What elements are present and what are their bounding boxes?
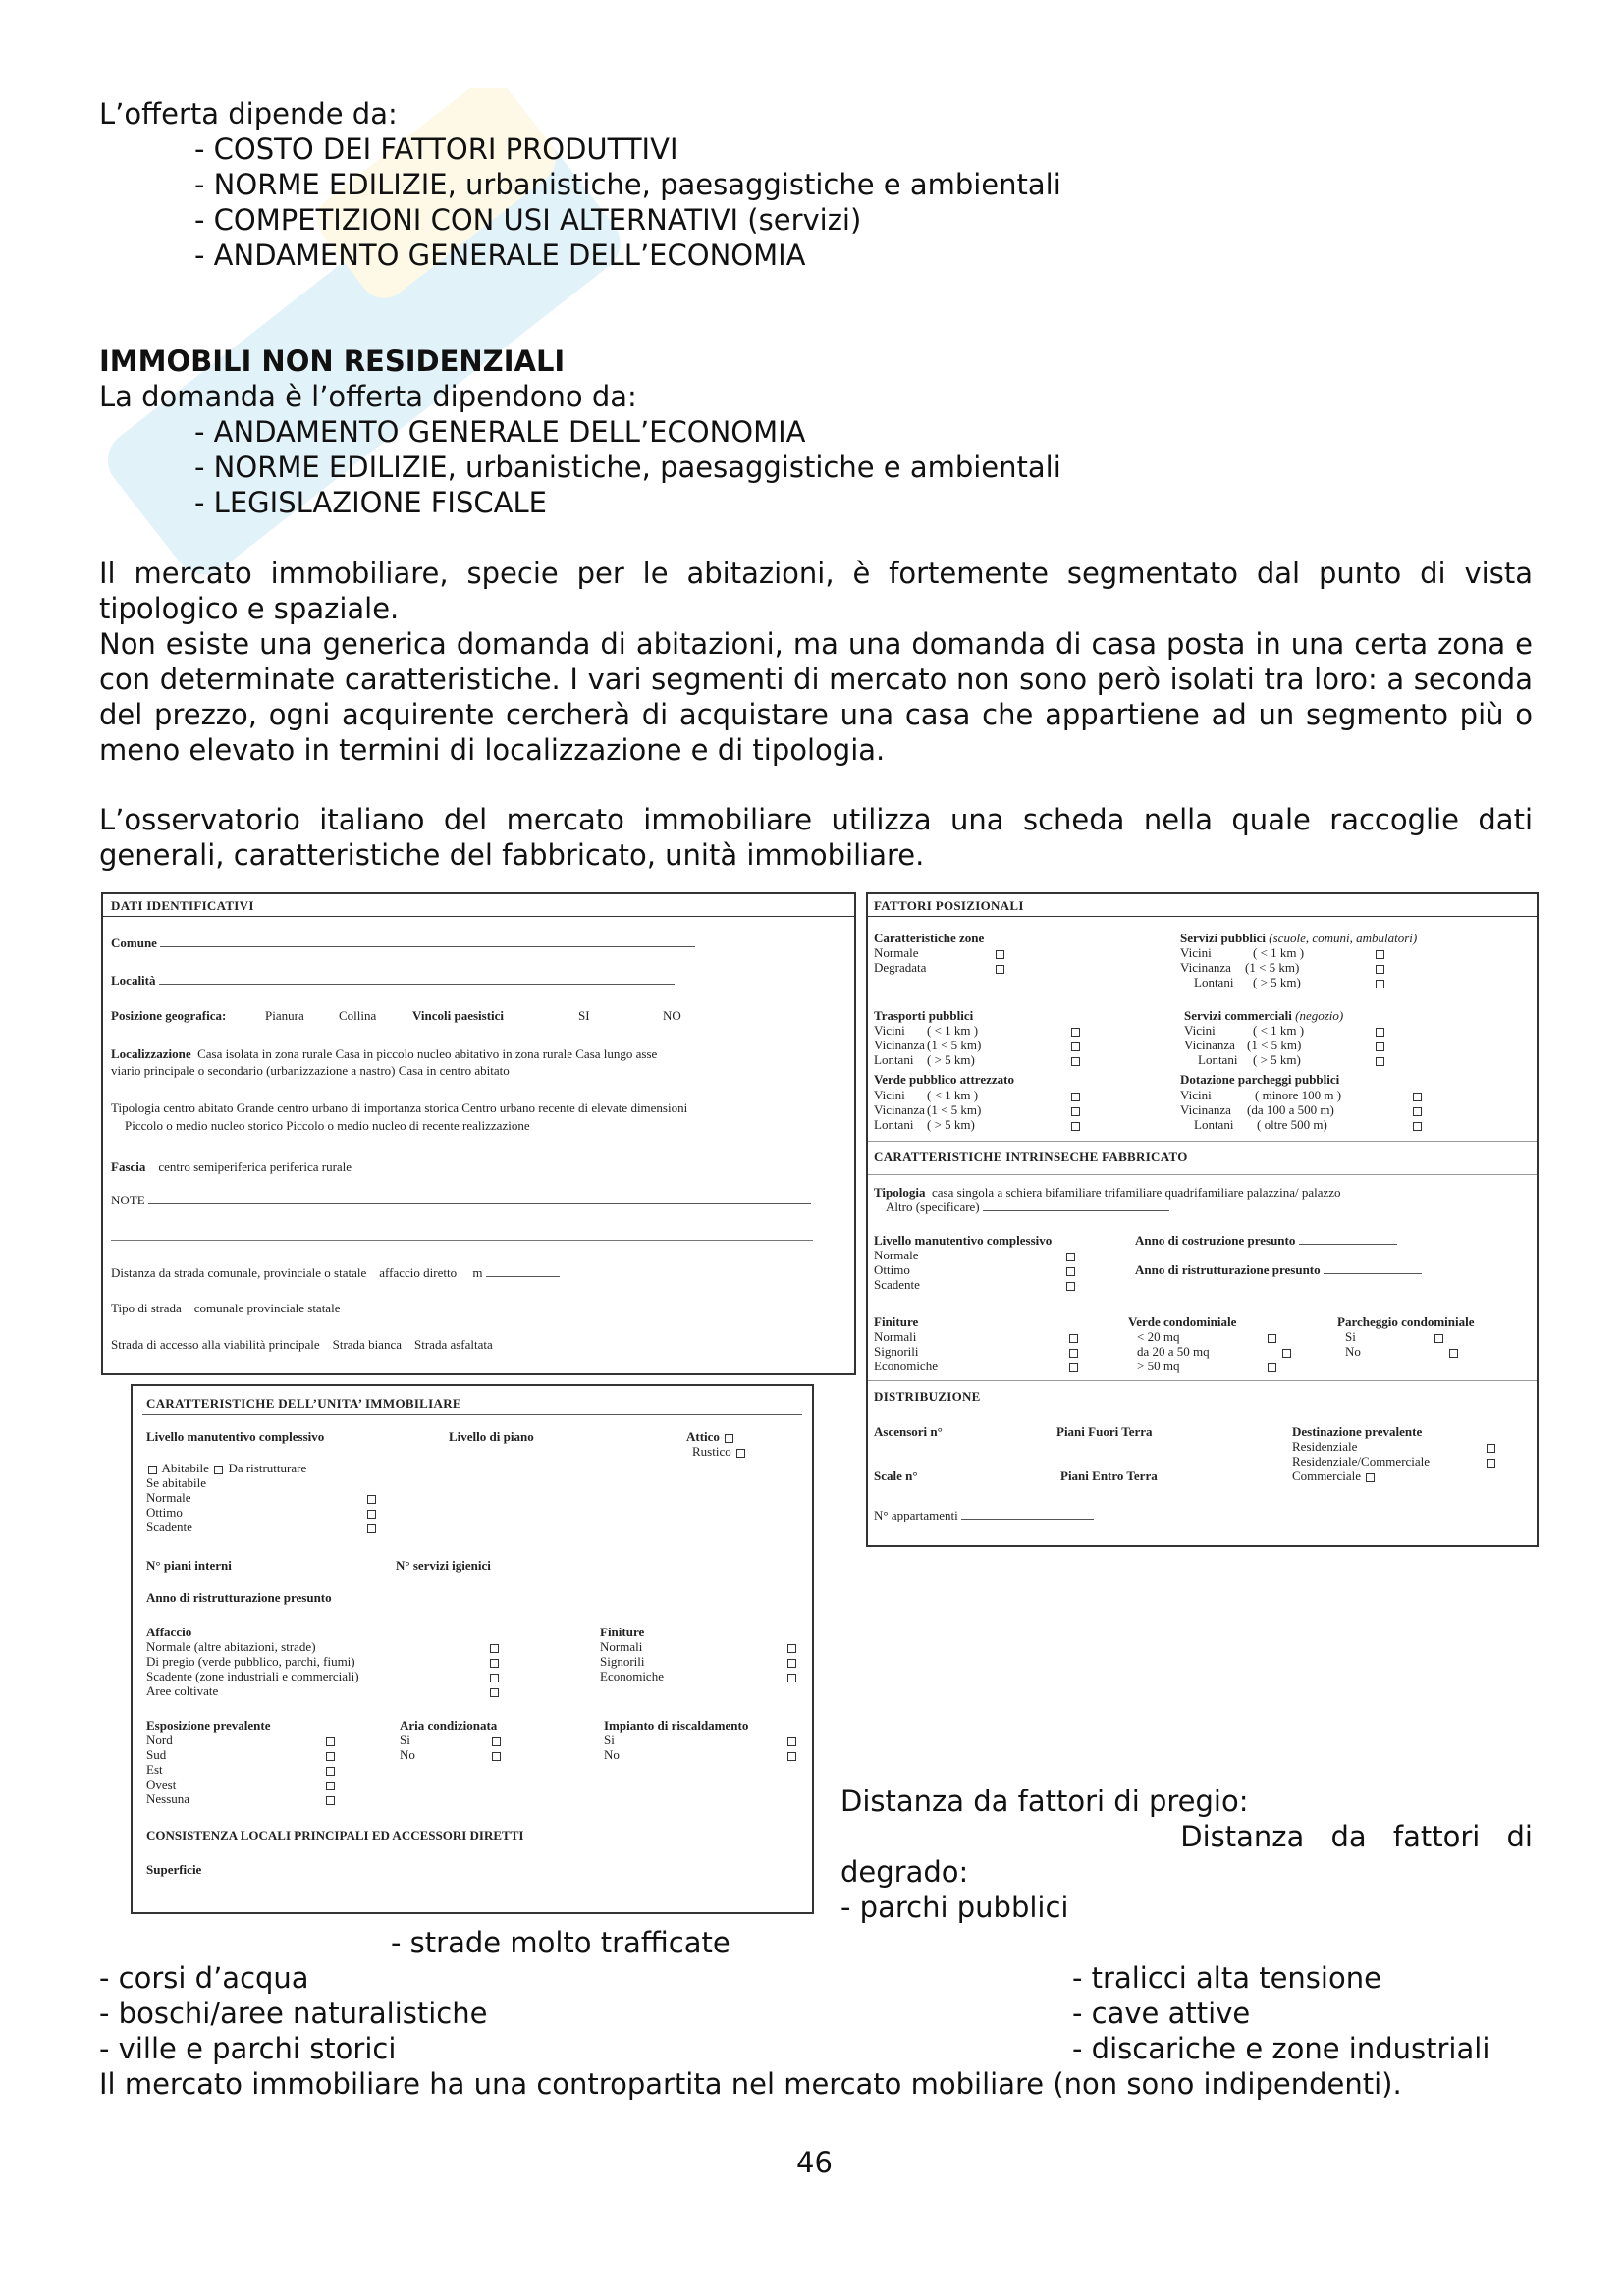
label-tipologia: Tipologia [874,1185,926,1200]
opt-vicini: Vicini [1184,1023,1216,1038]
range-oltre500: ( oltre 500 m) [1257,1117,1327,1132]
opt-affaccio-normale: Normale (altre abitazioni, strade) [146,1639,316,1654]
paragraph-demand: Non esiste una generica domanda di abitazioni, ma una domanda di casa posta in una certa zona e con determinate caratteristiche. I vari segmenti di mercato non sono però isolati tra loro: a seconda del prezzo, ogni acquirente cercherà di acquistare una casa che appartiene ad un segmento più o meno elevato in termini di localizzazione e di tipologia. [99,627,1533,767]
opt-economiche: Economiche [874,1359,938,1373]
opt-scadente: Scadente [874,1277,920,1292]
intro-item: - COSTO DEI FATTORI PRODUTTIVI [194,133,678,166]
label-esposizione: Esposizione prevalente [146,1718,271,1733]
label-comune: Comune [111,935,157,950]
label-intrinseche: CARATTERISTICHE INTRINSECHE FABBRICATO [874,1149,1188,1164]
opt-lontani: Lontani [1194,1117,1234,1132]
fascia-options: centro semiperiferica periferica rurale [158,1159,352,1174]
degrado-title-text: Distanza da fattori di [1180,1820,1533,1853]
opt-v3: > 50 mq [1137,1359,1180,1373]
label-scale: Scale n° [874,1468,918,1483]
label-caratt-zone: Caratteristiche zone [874,931,985,945]
opt-normali: Normali [600,1639,643,1654]
opt-affaccio-scadente: Scadente (zone industriali e commerciali) [146,1669,359,1683]
opt-si: Si [604,1733,615,1747]
label-fascia: Fascia [111,1159,146,1174]
opt-est: Est [146,1762,163,1777]
label-finiture: Finiture [874,1314,919,1329]
label-note: NOTE [111,1193,145,1207]
opt-lontani: Lontani [874,1117,914,1132]
option-collina: Collina [339,1008,377,1023]
paragraph-observatory: L’osservatorio italiano del mercato immobiliare utilizza una scheda nella quale raccoglie dati generali, caratteristiche del fabbricato, unità immobiliare. [99,803,1533,872]
label-anno-costruzione: Anno di costruzione presunto [1135,1233,1296,1248]
opt-lontani: Lontani [874,1052,914,1067]
option-pianura: Pianura [265,1008,304,1023]
opt-ottimo: Ottimo [146,1505,183,1520]
note-servizi-pubblici: (scuole, comuni, ambulatori) [1269,931,1418,945]
tipo-strada-options: comunale provinciale statale [193,1301,341,1315]
label-livello: Livello manutentivo complessivo [146,1429,325,1444]
opt-commerciale: Commerciale [1292,1468,1362,1483]
label-servizi-comm: Servizi commerciali [1184,1008,1292,1023]
opt-nessuna: Nessuna [146,1791,190,1806]
factor-discariche: - discariche e zone industriali [1072,2032,1490,2065]
opt-si: Si [400,1733,410,1747]
section-heading: IMMOBILI NON RESIDENZIALI [99,345,566,378]
option-no: NO [663,1008,681,1023]
paragraph-segmentation: Il mercato immobiliare, specie per le abitazioni, è fortemente segmentato dal punto di vista tipologico e spaziale. [99,557,1533,625]
intro-item: - ANDAMENTO GENERALE DELL’ECONOMIA [194,239,806,272]
label-m: m [472,1265,483,1280]
form-title: FATTORI POSIZIONALI [874,898,1024,913]
opt-aree-coltivate: Aree coltivate [146,1683,219,1698]
form-title: CARATTERISTICHE DELL’UNITA’ IMMOBILIARE [146,1396,461,1411]
opt-vicinanza: Vicinanza [874,1038,925,1052]
opt-affaccio-pregio: Di pregio (verde pubblico, parchi, fiumi) [146,1654,355,1669]
opt-vicini: Vicini [1180,1088,1212,1102]
opt-no: No [604,1747,620,1762]
range-da100: (da 100 a 500 m) [1247,1102,1334,1117]
range-lt1: ( < 1 km ) [1253,945,1305,960]
label-vincoli: Vincoli paesistici [412,1008,505,1023]
factor-corsi: - corsi d’acqua [99,1961,309,1995]
range-1-5: (1 < 5 km) [1245,960,1300,975]
label-finiture: Finiture [600,1625,645,1639]
opt-vicinanza: Vicinanza [874,1102,925,1117]
opt-economiche: Economiche [600,1669,664,1683]
opt-scadente: Scadente [146,1520,192,1534]
label-livello-piano: Livello di piano [449,1429,534,1444]
label-anno-ristrutturazione: Anno di ristrutturazione presunto [146,1590,332,1605]
factor-boschi: - boschi/aree naturalistiche [99,1997,488,2030]
option-strada-asfaltata: Strada asfaltata [414,1337,493,1352]
label-affaccio: Affaccio [146,1625,192,1639]
factor-ville: - ville e parchi storici [99,2032,397,2065]
range-1-5: (1 < 5 km) [1247,1038,1302,1052]
range-1-5: (1 < 5 km) [927,1038,982,1052]
form-title: DATI IDENTIFICATIVI [111,898,254,913]
section-item: - ANDAMENTO GENERALE DELL’ECONOMIA [194,415,806,449]
option-si: SI [578,1008,590,1023]
pregio-title: Distanza da fattori di pregio: [840,1785,1249,1818]
intro-item: - NORME EDILIZIE, urbanistiche, paesaggistiche e ambientali [194,168,1061,201]
opt-sud: Sud [146,1747,167,1762]
label-impianto: Impianto di riscaldamento [604,1718,749,1733]
label-trasporti: Trasporti pubblici [874,1008,974,1023]
opt-ovest: Ovest [146,1777,177,1791]
factor-cave: - cave attive [1072,1997,1251,2030]
form-fattori-posizionali [866,892,1539,1547]
note-servizi-comm: (negozio) [1295,1008,1344,1023]
section-item: - LEGISLAZIONE FISCALE [194,486,547,519]
range-lt1: ( < 1 km ) [927,1088,979,1102]
section-intro: La domanda è l’offerta dipendono da: [99,380,637,413]
opt-no: No [400,1747,415,1762]
label-tipo-strada: Tipo di strada [111,1301,182,1315]
label-localita: Località [111,973,156,988]
form-caratteristiche-unita [131,1384,814,1914]
factor-strade: - strade molto trafficate [391,1926,730,1959]
tipologia-options: casa singola a schiera bifamiliare trifamiliare quadrifamiliare palazzina/ palazzo [932,1185,1341,1200]
opt-ottimo: Ottimo [874,1262,910,1277]
localizzazione-options: Casa isolata in zona rurale Casa in piccolo nucleo abitativo in zona rurale Casa lungo asse [197,1046,658,1061]
section-item: - NORME EDILIZIE, urbanistiche, paesaggistiche e ambientali [194,451,1061,484]
label-piani-interni: N° piani interni [146,1558,232,1573]
opt-nord: Nord [146,1733,173,1747]
range-gt5: ( > 5 km) [927,1052,975,1067]
opt-vicini: Vicini [874,1088,905,1102]
intro-item: - COMPETIZIONI CON USI ALTERNATIVI (servizi) [194,203,862,237]
label-accesso: Strada di accesso alla viabilità principale [111,1337,320,1352]
opt-lontani: Lontani [1194,975,1234,989]
opt-residenziale: Residenziale [1292,1439,1358,1454]
label-ascensori: Ascensori n° [874,1424,943,1439]
opt-normale: Normale [146,1490,191,1505]
factor-tralicci: - tralicci alta tensione [1072,1961,1381,1995]
label-localizzazione: Localizzazione [111,1046,191,1061]
label-distanza: Distanza da strada comunale, provinciale o statale [111,1265,367,1280]
option-affaccio: affaccio diretto [379,1265,458,1280]
opt-no: No [1345,1344,1361,1359]
label-verde-cond: Verde condominiale [1128,1314,1237,1329]
opt-normali: Normali [874,1329,917,1344]
label-dotazione: Dotazione parcheggi pubblici [1180,1072,1340,1087]
label-aria-condizionata: Aria condizionata [400,1718,498,1733]
range-minore100: ( minore 100 m ) [1255,1088,1342,1102]
label-appartamenti: N° appartamenti [874,1508,958,1522]
intro-title: L’offerta dipende da: [99,97,398,131]
opt-si: Si [1345,1329,1356,1344]
range-gt5: ( > 5 km) [1253,975,1301,989]
label-se-abitabile: Se abitabile [146,1475,207,1490]
opt-attico: Attico [686,1429,720,1444]
label-piani-entro: Piani Entro Terra [1060,1468,1158,1483]
label-livello: Livello manutentivo complessivo [874,1233,1053,1248]
tipologia-centro: Tipologia centro abitato Grande centro urbano di importanza storica Centro urbano recente di elevate dimensioni [111,1100,688,1115]
opt-vicini: Vicini [874,1023,905,1038]
label-altro: Altro (specificare) [886,1200,980,1214]
label-consistenza: CONSISTENZA LOCALI PRINCIPALI ED ACCESSORI DIRETTI [146,1828,524,1842]
label-servizi-pubblici: Servizi pubblici [1180,931,1267,945]
opt-res-comm: Residenziale/Commerciale [1292,1454,1431,1468]
label-posizione: Posizione geografica: [111,1008,227,1023]
range-1-5: (1 < 5 km) [927,1102,982,1117]
factor-parchi: - parchi pubblici [840,1891,1069,1924]
label-piani-fuori: Piani Fuori Terra [1056,1424,1153,1439]
closing-sentence: Il mercato immobiliare ha una contropartita nel mercato mobiliare (non sono indipendenti). [99,2067,1402,2101]
opt-lontani: Lontani [1198,1052,1238,1067]
opt-vicinanza: Vicinanza [1180,960,1231,975]
label-distribuzione: DISTRIBUZIONE [874,1389,981,1404]
localizzazione-options-2: viario principale o secondario (urbanizzazione a nastro) Casa in centro abitato [111,1063,510,1078]
opt-v2: da 20 a 50 mq [1137,1344,1210,1359]
label-parcheggio-cond: Parcheggio condominiale [1337,1314,1475,1329]
opt-vicini: Vicini [1180,945,1212,960]
range-gt5: ( > 5 km) [927,1117,975,1132]
opt-abitabile: Abitabile [161,1461,209,1475]
label-verde: Verde pubblico attrezzato [874,1072,1014,1087]
label-servizi-igienici: N° servizi igienici [396,1558,491,1573]
opt-vicinanza: Vicinanza [1180,1102,1231,1117]
opt-v1: < 20 mq [1137,1329,1180,1344]
page-number: 46 [796,2146,833,2179]
option-strada-bianca: Strada bianca [332,1337,402,1352]
opt-rustico: Rustico [692,1444,731,1459]
opt-da-ristrutturare: Da ristrutturare [228,1461,307,1475]
opt-signorili: Signorili [874,1344,919,1359]
range-lt1: ( < 1 km ) [927,1023,979,1038]
label-destinazione: Destinazione prevalente [1292,1424,1423,1439]
degrado-title-b: degrado: [840,1855,969,1889]
opt-vicinanza: Vicinanza [1184,1038,1235,1052]
degrado-title-a [840,1819,1533,1854]
range-lt1: ( < 1 km ) [1253,1023,1305,1038]
opt-degradata: Degradata [874,960,927,975]
label-anno-ristrutturazione: Anno di ristrutturazione presunto [1135,1262,1321,1277]
opt-normale: Normale [874,1248,919,1262]
opt-signorili: Signorili [600,1654,645,1669]
label-superficie: Superficie [146,1862,202,1877]
form-dati-identificativi [101,892,856,1375]
opt-normale: Normale [874,945,919,960]
tipologia-centro-2: Piccolo o medio nucleo storico Piccolo o medio nucleo di recente realizzazione [125,1118,530,1133]
range-gt5: ( > 5 km) [1253,1052,1301,1067]
